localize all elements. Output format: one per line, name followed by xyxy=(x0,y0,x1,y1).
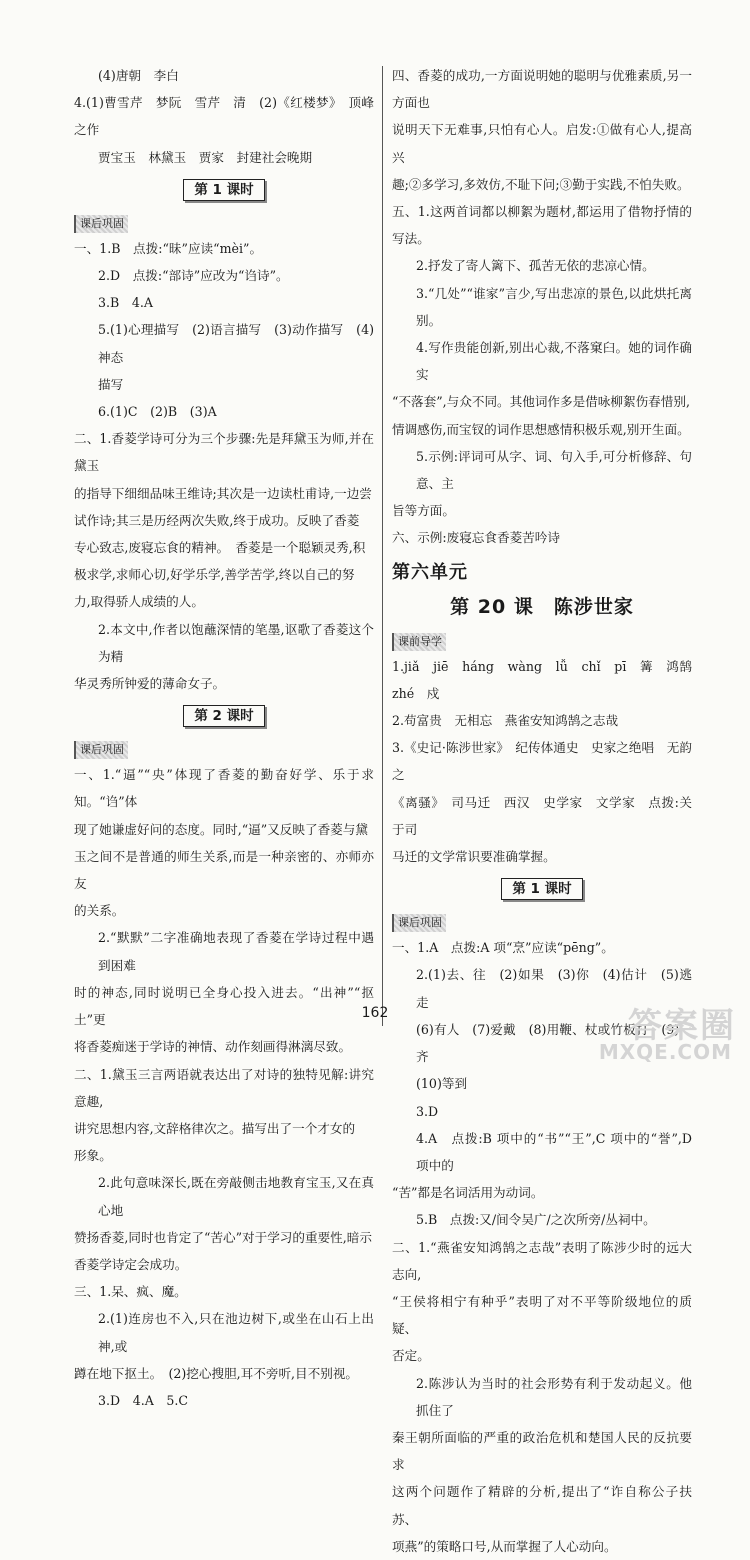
section-tag-wrap xyxy=(392,910,692,934)
text-line: 五、1.这两首词都以柳絮为题材,都运用了借物抒情的写法。 xyxy=(392,204,692,247)
text-line: 5.B 点拨:又/间令吴广/之次所旁/丛祠中。 xyxy=(416,1212,656,1228)
text-line: 香菱学诗定会成功。 xyxy=(74,1256,188,1272)
text-line: 否定。 xyxy=(392,1348,430,1364)
text-line: 专心致志,废寝忘食的精神。 香菱是一个聪颖灵秀,积 xyxy=(74,540,366,556)
text-line: 1.jiǎ jiē háng wàng lǚ chǐ pī 篝 鸿鹄 zhé 戍 xyxy=(392,658,705,701)
text-line: 极求学,求师心切,好学乐学,善学苦学,终以自己的努 xyxy=(74,567,355,583)
section-tag-wrap xyxy=(392,629,692,653)
text-line: 时的神态,同时说明已全身心投入进去。“出神”“抠土”更 xyxy=(74,984,374,1028)
right-column xyxy=(392,62,705,1560)
text-line: 2.D 点拨:“部诗”应改为“诌诗”。 xyxy=(98,268,289,284)
section-tag: 课后巩固 xyxy=(74,215,128,233)
text-line: 的指导下细细品味王维诗;其次是一边读杜甫诗,一边尝 xyxy=(74,485,372,501)
text-line: 现了她谦虚好问的态度。同时,“逼”又反映了香菱与黛 xyxy=(74,821,368,837)
watermark-sub: MXQE.COM xyxy=(598,1040,732,1064)
text-line: 2.抒发了寄人篱下、孤苦无依的悲凉心情。 xyxy=(416,258,655,274)
text-line: 四、香菱的成功,一方面说明她的聪明与优雅素质,另一方面也 xyxy=(392,68,692,111)
text-line: 六、示例:废寝忘食香菱苦吟诗 xyxy=(392,530,560,546)
text-line: 5.示例:评词可从字、词、句入手,可分析修辞、句意、主 xyxy=(416,448,692,492)
text-line: 说明天下无难事,只怕有心人。启发:①做有心人,提高兴 xyxy=(392,122,692,165)
text-line: (6)有人 (7)爱戴 (8)用鞭、杖或竹板打 (9)一齐 xyxy=(416,1021,692,1065)
text-line: 秦王朝所面临的严重的政治危机和楚国人民的反抗要求 xyxy=(392,1429,692,1473)
lesson-heading-wrap xyxy=(392,878,692,900)
text-line: 旨等方面。 xyxy=(392,503,455,519)
text-line: “苦”都是名词活用为动词。 xyxy=(392,1185,544,1201)
text-line: 三、1.呆、疯、魔。 xyxy=(74,1284,187,1300)
text-line: “不落套”,与众不同。其他词作多是借咏柳絮伤春惜别, xyxy=(392,394,690,410)
text-line: 试作诗;其三是历经两次失败,终于成功。反映了香菱 xyxy=(74,512,360,528)
text-line: 3.“几处”“谁家”言少,写出悲凉的景色,以此烘托离别。 xyxy=(416,285,692,328)
text-line: 5.(1)心理描写 (2)语言描写 (3)动作描写 (4)神态 xyxy=(98,322,374,365)
text-line: 的关系。 xyxy=(74,903,125,919)
lesson-heading: 第 2 课时 xyxy=(183,705,264,727)
text-line: 趣;②多学习,多效仿,不耻下问;③勤于实践,不怕失败。 xyxy=(392,176,690,192)
text-line: 3.B 4.A xyxy=(98,295,153,311)
text-line: 华灵秀所钟爱的薄命女子。 xyxy=(74,676,226,692)
text-line: 讲究思想内容,文辞格律次之。描写出了一个才女的 xyxy=(74,1120,356,1136)
left-column xyxy=(74,62,374,1414)
text-line: 4.(1)曹雪芹 梦阮 雪芹 清 (2)《红楼梦》 顶峰之作 xyxy=(74,95,374,138)
text-line: 情调感伤,而宝钗的词作思想感情积极乐观,别开生面。 xyxy=(392,421,690,437)
text-line: 二、1.“燕雀安知鸿鹄之志哉”表明了陈涉少时的远大志向, xyxy=(392,1239,692,1282)
text-line: 2.苟富贵 无相忘 燕雀安知鸿鹄之志哉 xyxy=(392,713,619,729)
lesson-heading-wrap xyxy=(74,705,374,727)
section-tag: 课后巩固 xyxy=(392,914,446,932)
text-line: 3.D xyxy=(416,1103,439,1119)
text-line: 马迁的文学常识要准确掌握。 xyxy=(392,849,556,865)
text-line: 二、1.香菱学诗可分为三个步骤:先是拜黛玉为师,并在黛玉 xyxy=(74,431,374,474)
text-line: 《离骚》 司马迁 西汉 史学家 文学家 点拨:关于司 xyxy=(392,794,692,837)
text-line: 4.A 点拨:B 项中的“书”“王”,C 项中的“誉”,D 项中的 xyxy=(416,1130,697,1173)
text-line: (4)唐朝 李白 xyxy=(98,68,179,83)
text-line: 2.(1)连房也不入,只在池边树下,或坐在山石上出神,或 xyxy=(98,1311,374,1354)
text-line: 项燕”的策略口号,从而掌握了人心动向。 xyxy=(392,1538,617,1554)
text-line: 力,取得骄人成绩的人。 xyxy=(74,594,204,610)
page-number: 162 xyxy=(361,1005,389,1021)
watermark-main: 答案圈 xyxy=(628,1006,736,1046)
text-line: 一、1.A 点拨:A 项“烹”应读“pēng”。 xyxy=(392,940,614,956)
lesson-heading-wrap xyxy=(74,179,374,201)
lesson-heading: 第 1 课时 xyxy=(183,179,264,201)
unit-heading: 第六单元 xyxy=(392,561,468,583)
text-line: 2.陈涉认为当时的社会形势有利于发动起义。他抓住了 xyxy=(416,1375,692,1418)
text-line: 3.D 4.A 5.C xyxy=(98,1392,189,1408)
text-line: 2.“默默”二字准确地表现了香菱在学诗过程中遇到困难 xyxy=(98,930,374,973)
text-line: (10)等到 xyxy=(416,1076,468,1092)
section-tag-wrap xyxy=(74,737,374,761)
column-divider xyxy=(382,66,383,1026)
text-line: 4.写作贵能创新,别出心裁,不落窠臼。她的词作确实 xyxy=(416,340,692,383)
lesson-heading: 第 1 课时 xyxy=(501,878,582,900)
text-line: 蹲在地下抠土。 (2)挖心搜胆,耳不旁听,目不别视。 xyxy=(74,1365,359,1381)
text-line: 一、1.B 点拨:“昧”应读“mèi”。 xyxy=(74,240,263,256)
text-line: “王侯将相宁有种乎”表明了对不平等阶级地位的质疑、 xyxy=(392,1293,692,1337)
text-line: 2.此句意味深长,既在旁敲侧击地教育宝玉,又在真心地 xyxy=(98,1175,374,1218)
section-tag: 课后巩固 xyxy=(74,741,128,759)
text-line: 形象。 xyxy=(74,1148,112,1164)
text-line: 3.《史记·陈涉世家》 纪传体通史 史家之绝唱 无韵之 xyxy=(392,740,692,783)
text-line: 2.本文中,作者以饱蘸深情的笔墨,讴歌了香菱这个为精 xyxy=(98,621,374,664)
text-line: 6.(1)C (2)B (3)A xyxy=(98,404,217,420)
lesson-title: 第 20 课 陈涉世家 xyxy=(450,595,634,618)
text-line: 赞扬香菱,同时也肯定了“苦心”对于学习的重要性,暗示 xyxy=(74,1229,372,1245)
section-tag-wrap xyxy=(74,211,374,235)
text-line: 2.(1)去、往 (2)如果 (3)你 (4)估计 (5)逃走 xyxy=(416,967,692,1010)
text-line: 玉之间不是普通的师生关系,而是一种亲密的、亦师亦友 xyxy=(74,848,374,892)
watermark-logo xyxy=(598,998,744,1068)
text-line: 二、1.黛玉三言两语就表达出了对诗的独特见解:讲究意趣, xyxy=(74,1066,374,1109)
text-line: 一、1.“逼”“央”体现了香菱的勤奋好学、乐于求知。“诌”体 xyxy=(74,767,374,810)
text-line: 贾宝玉 林黛玉 贾家 封建社会晚期 xyxy=(98,149,313,165)
section-tag: 课前导学 xyxy=(392,633,446,651)
text-line: 这两个问题作了精辟的分析,提出了“诈自称公子扶苏、 xyxy=(392,1484,692,1527)
text-line: 将香菱痴迷于学诗的神情、动作刻画得淋漓尽致。 xyxy=(74,1039,352,1055)
text-line: 描写 xyxy=(98,376,124,392)
